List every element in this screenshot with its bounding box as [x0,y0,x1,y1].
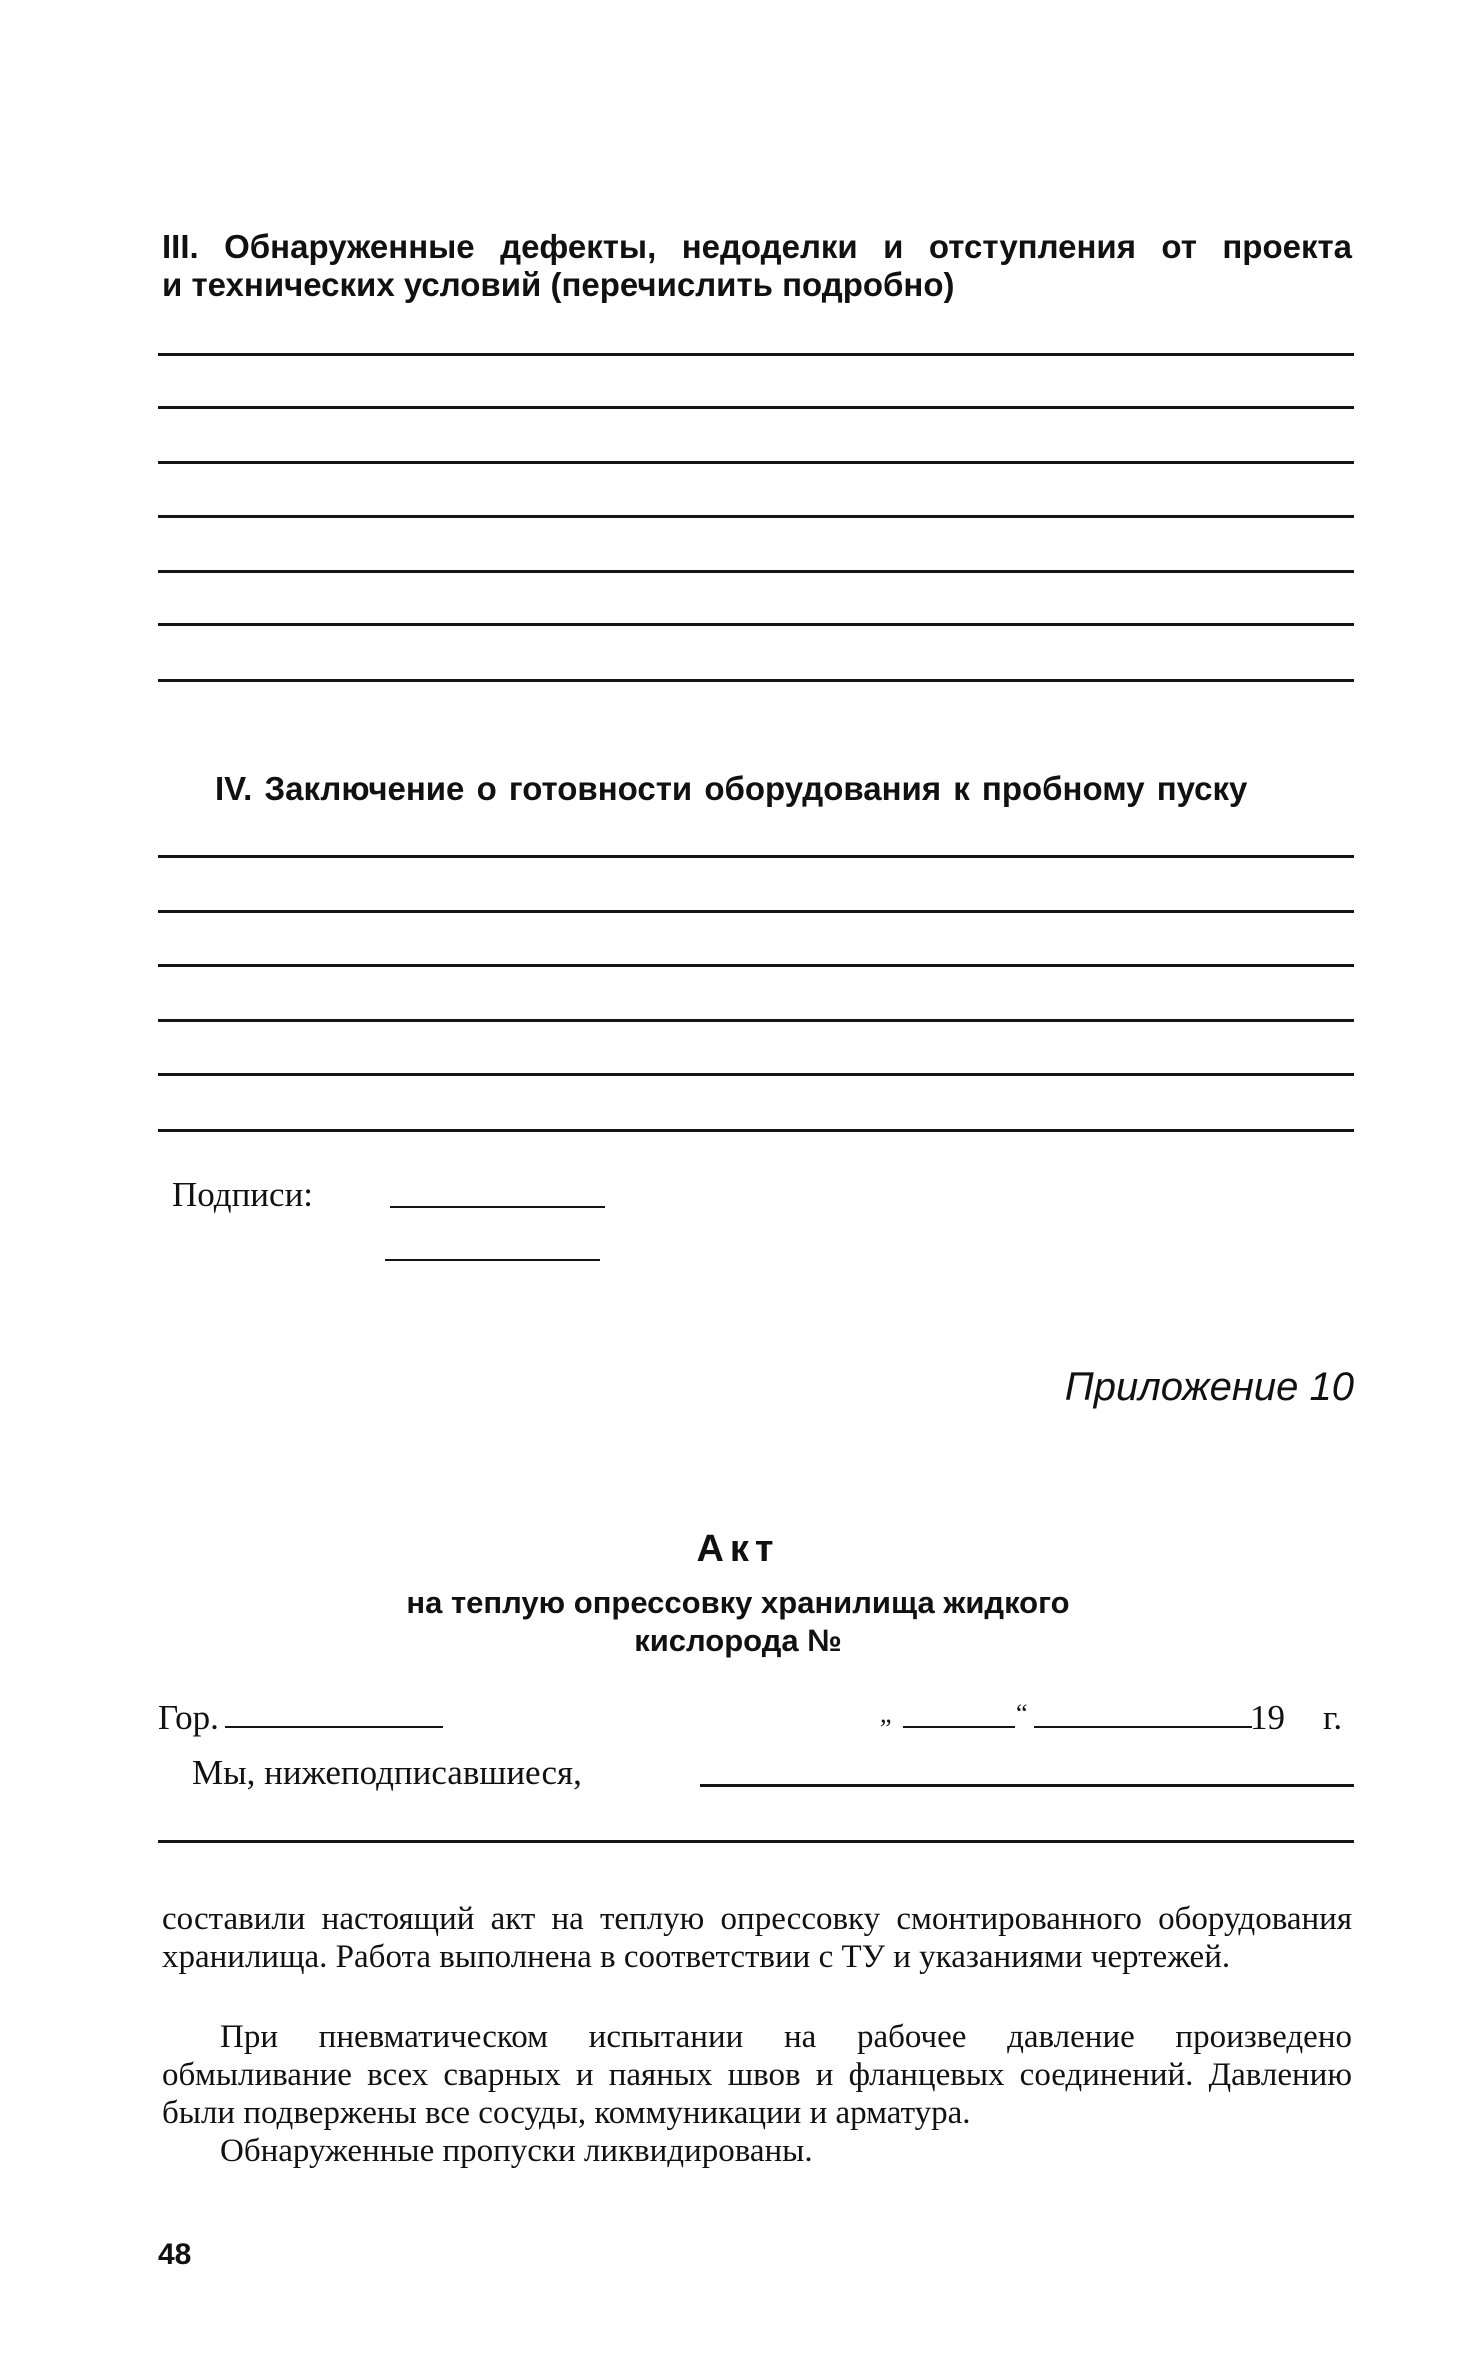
section-4-blank-line [158,1019,1354,1022]
body-paragraph-2: При пневматическом испытании на рабочее давление произведено обмыливание всех сварных и паяных швов и фланцевых соединений. Давлению были подвержены все сосуды, коммуникации и арматура. [162,2019,1352,2131]
section-3-blank-line [158,406,1354,409]
section-4-blank-line [158,964,1354,967]
section-3-heading-line2: и технических условий (перечислить подробно) [162,266,955,303]
section-3-heading-line1: III. Обнаруженные дефекты, недоделки и отступления от проекта [162,228,1352,265]
month-blank-line [1034,1726,1252,1728]
section-3-blank-line [158,679,1354,682]
section-3-blank-line [158,353,1354,356]
section-4-heading: IV. Заключение о готовности оборудования к пробному пуску [215,770,1248,807]
year-suffix: г. [1323,1698,1343,1737]
signature-line [385,1259,600,1261]
city-label: Гор. [158,1698,219,1737]
appendix-label: Приложение 10 [1064,1365,1354,1409]
signatures-label: Подписи: [172,1175,314,1214]
section-4-blank-line [158,1129,1354,1132]
section-3-blank-line [158,623,1354,626]
year-prefix: 19 [1250,1698,1285,1737]
page-number: 48 [158,2238,192,2271]
undersigned-blank-line [700,1784,1354,1787]
section-4-blank-line [158,1073,1354,1076]
date-quote-close: “ [1016,1699,1028,1728]
city-blank-line [225,1726,443,1728]
undersigned-blank-line [158,1840,1354,1843]
day-blank-line [903,1726,1015,1728]
section-3-blank-line [158,515,1354,518]
section-3-blank-line [158,461,1354,464]
undersigned-label: Мы, нижеподписавшиеся, [192,1753,582,1792]
body-paragraph-1: составили настоящий акт на теплую опрессовку смонтированного оборудования хранилища. Работа выполнена в соответствии с ТУ и указаниями чертежей. [162,1901,1352,1975]
body-paragraph-3: Обнаруженные пропуски ликвидированы. [220,2133,813,2169]
section-4-blank-line [158,910,1354,913]
date-quote-open: „ [880,1699,892,1728]
section-4-blank-line [158,855,1354,858]
signature-line [390,1206,605,1208]
act-subtitle-line1: на теплую опрессовку хранилища жидкого [406,1585,1070,1620]
act-title: Акт [696,1528,780,1570]
act-subtitle-line2: кислорода № [634,1623,842,1658]
section-3-blank-line [158,570,1354,573]
